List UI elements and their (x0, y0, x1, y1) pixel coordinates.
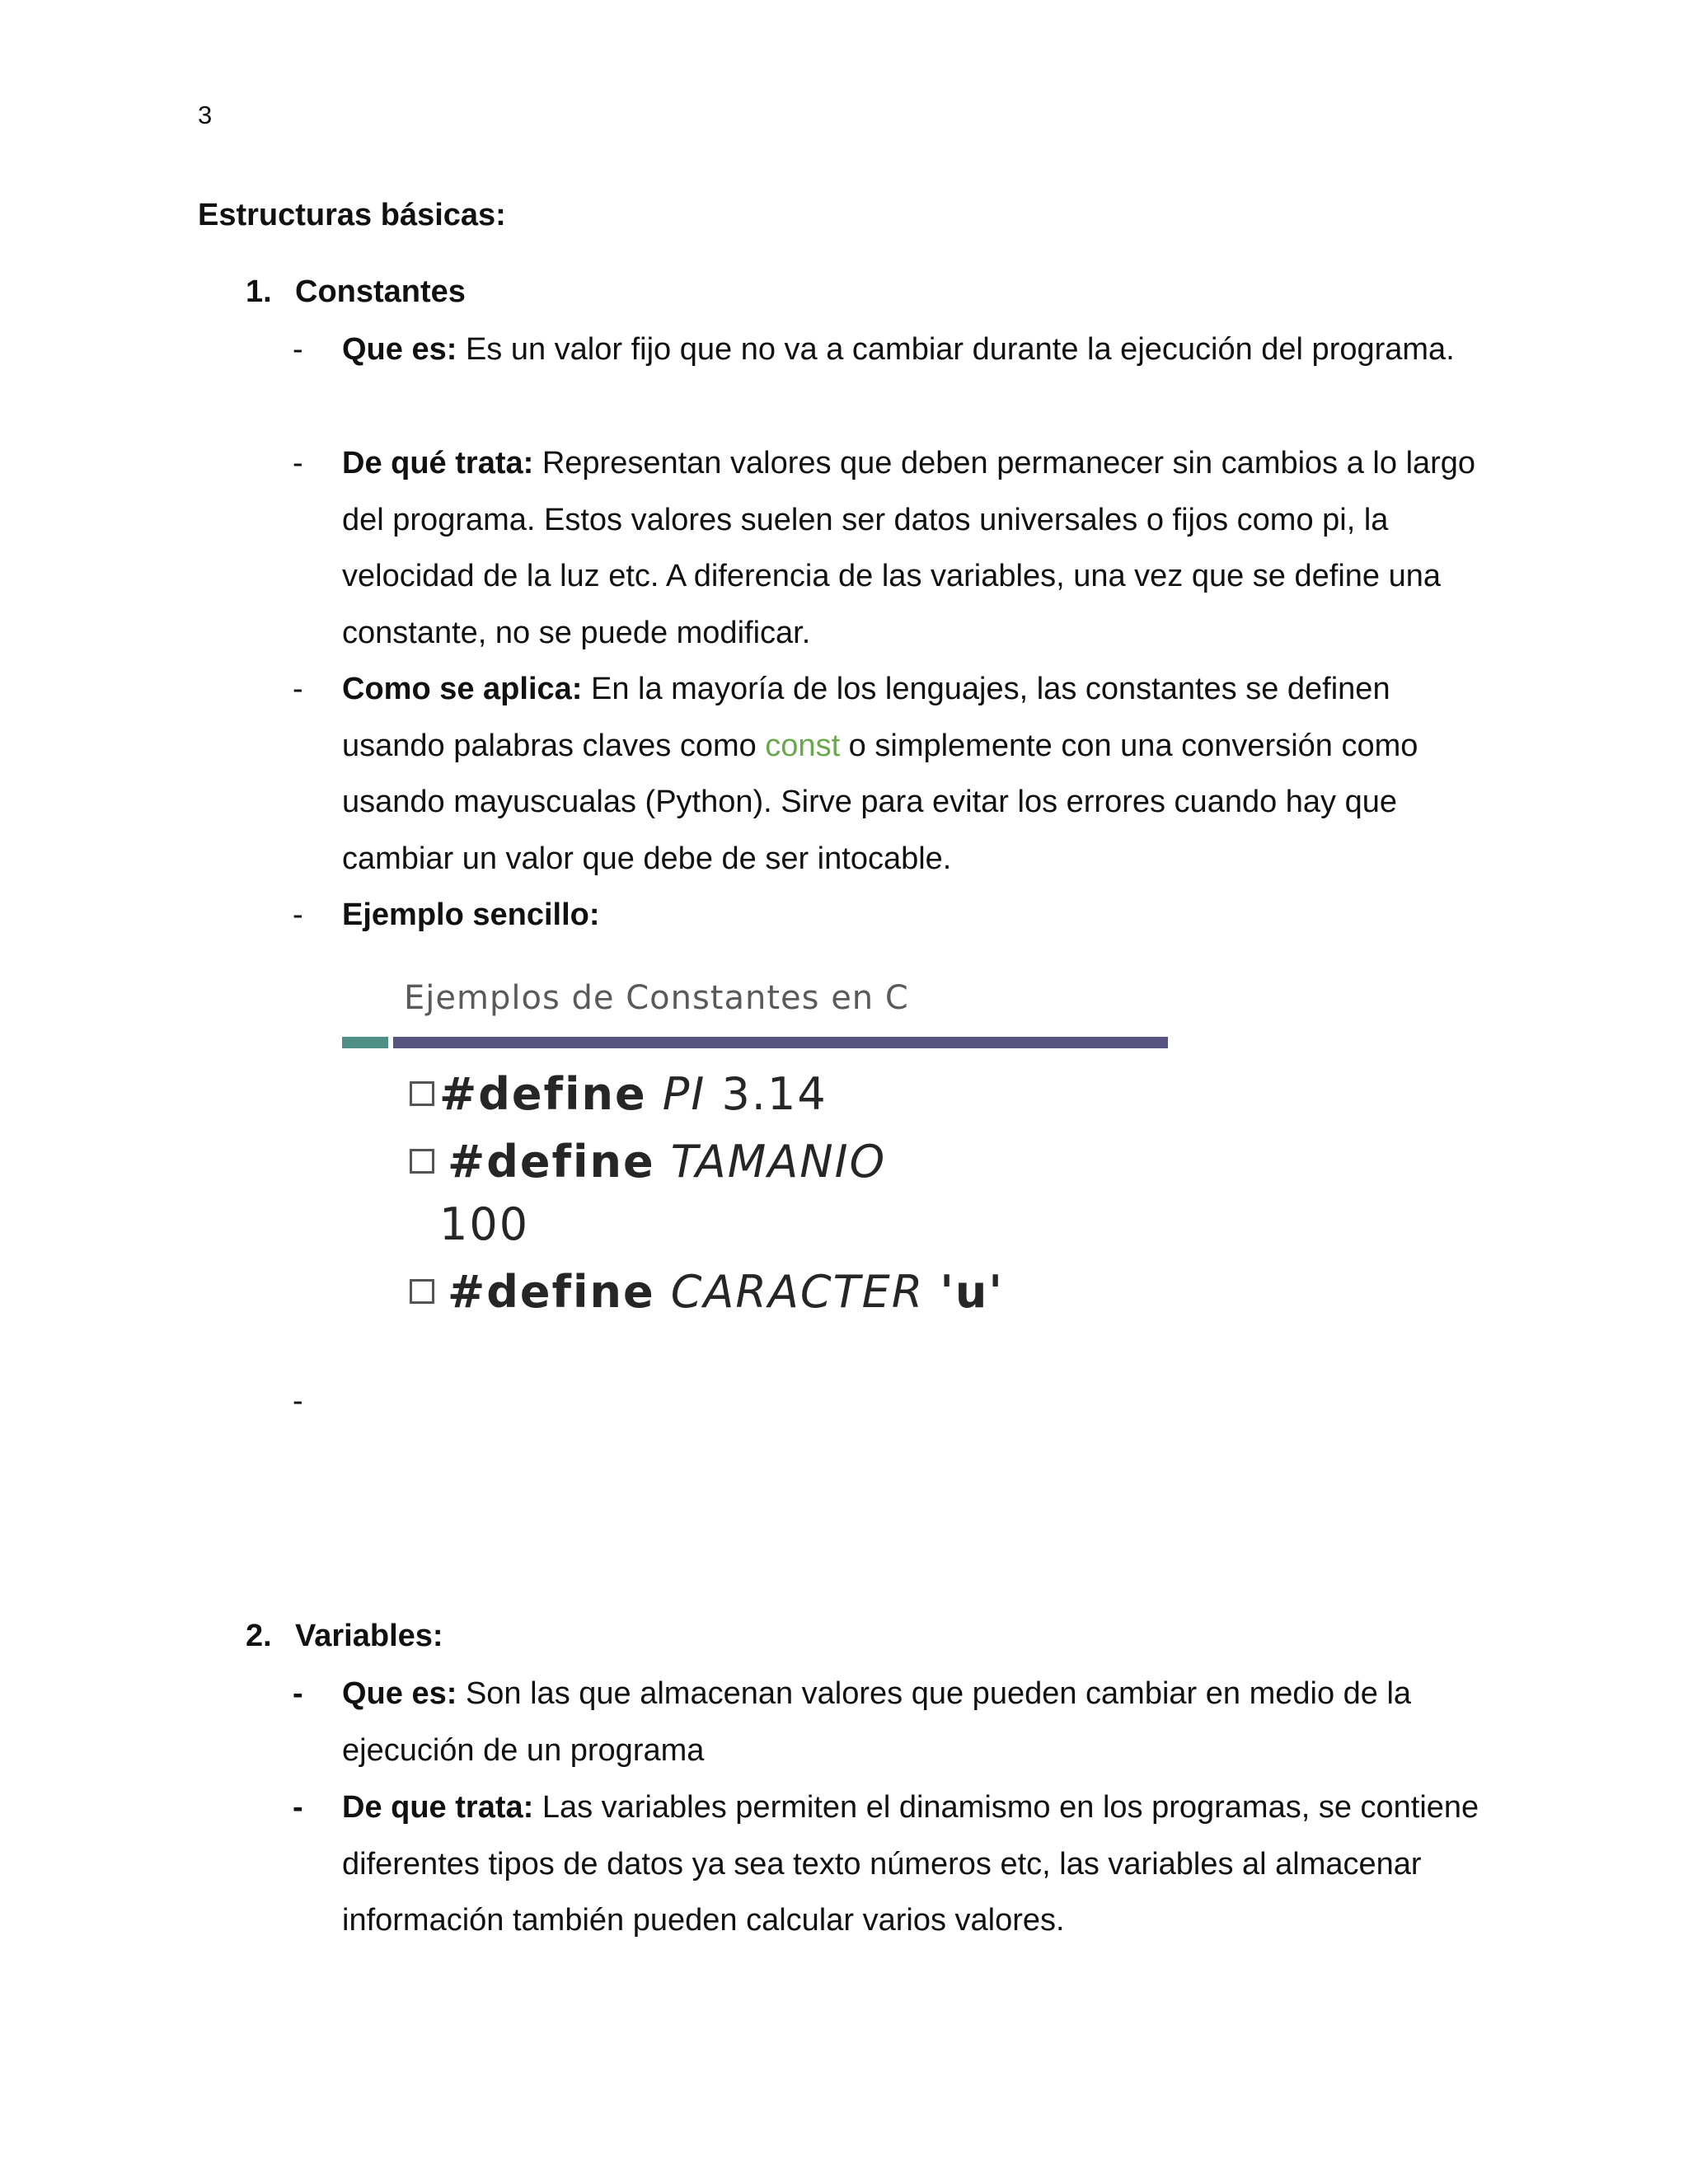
item-label: Que es: (342, 332, 457, 367)
page-number: 3 (198, 101, 213, 129)
bullet-dash: - (293, 1676, 303, 1711)
section-title-text: Constantes (295, 274, 466, 309)
constant-name: CARACTER (670, 1266, 925, 1318)
item-text: Las variables permiten el dinamismo en los programas, se contiene diferentes tipos de datos ya sea texto números etc, las variables al almacenar información también pueden calcular varios valores. (342, 1790, 1479, 1938)
list-item-que-es-variables (293, 1666, 1479, 1779)
section-number: 2. (246, 1619, 272, 1653)
constant-name: PI (662, 1068, 706, 1120)
section-number: 1. (246, 274, 272, 309)
example-image-title: Ejemplos de Constantes en C (404, 979, 909, 1017)
section-title-text: Variables: (295, 1619, 443, 1653)
example-image-constantes (342, 971, 1175, 1333)
example-line-tamanio (410, 1136, 886, 1188)
list-item-ejemplo (293, 887, 1479, 944)
item-text: o simplemente con una conversión como usando mayuscualas (Python). Sirve para evitar los errores cuando hay que cambiar un valor que debe de ser intocable. (342, 728, 1418, 876)
item-label: Que es: (342, 1676, 457, 1711)
item-label: De que trata: (342, 1790, 534, 1825)
section-title-constantes (246, 274, 466, 310)
example-divider-bar (393, 1037, 1168, 1048)
define-keyword: #define (439, 1068, 647, 1120)
section-title-variables (246, 1619, 443, 1654)
item-text: Son las que almacenan valores que pueden cambiar en medio de la ejecución de un programa (342, 1676, 1412, 1768)
example-line-pi (410, 1068, 828, 1120)
item-label: Ejemplo sencillo: (342, 898, 600, 932)
item-text: Es un valor fijo que no va a cambiar durante la ejecución del programa. (457, 332, 1455, 367)
example-line-tamanio-value (439, 1198, 529, 1250)
item-label: De qué trata: (342, 446, 534, 480)
checkbox-bullet-icon (410, 1279, 434, 1304)
list-item-que-es (293, 321, 1479, 378)
bullet-dash: - (293, 1384, 303, 1418)
bullet-dash: - (293, 332, 303, 367)
define-keyword: #define (448, 1266, 655, 1318)
item-label: Como se aplica: (342, 672, 583, 706)
constant-value: 100 (439, 1198, 530, 1250)
checkbox-bullet-icon (410, 1149, 434, 1174)
item-text: En la mayoría de los lenguajes, las constantes se definen usando palabras claves como (342, 672, 1390, 763)
constant-name: TAMANIO (670, 1136, 887, 1188)
bullet-dash: - (293, 1790, 303, 1825)
constant-value: 'u' (940, 1266, 1004, 1318)
list-item-de-que-trata-variables (293, 1779, 1479, 1949)
bullet-dash: - (293, 672, 303, 706)
example-line-caracter (410, 1266, 1004, 1318)
example-divider-accent (342, 1037, 388, 1048)
define-keyword: #define (448, 1136, 655, 1188)
checkbox-bullet-icon (410, 1081, 434, 1106)
constant-value: 3.14 (721, 1068, 828, 1120)
bullet-dash: - (293, 898, 303, 932)
keyword-const: const (765, 728, 841, 763)
item-text: Representan valores que deben permanecer sin cambios a lo largo del programa. Estos valores suelen ser datos universales o fijos como pi, la velocidad de la luz etc. A diferencia de las variables, una vez que se define una constante, no se puede modificar. (342, 446, 1476, 650)
document-heading: Estructuras básicas: (198, 198, 506, 232)
list-item-como-se-aplica (293, 661, 1479, 887)
list-item-de-que-trata (293, 435, 1479, 661)
bullet-dash: - (293, 446, 303, 480)
